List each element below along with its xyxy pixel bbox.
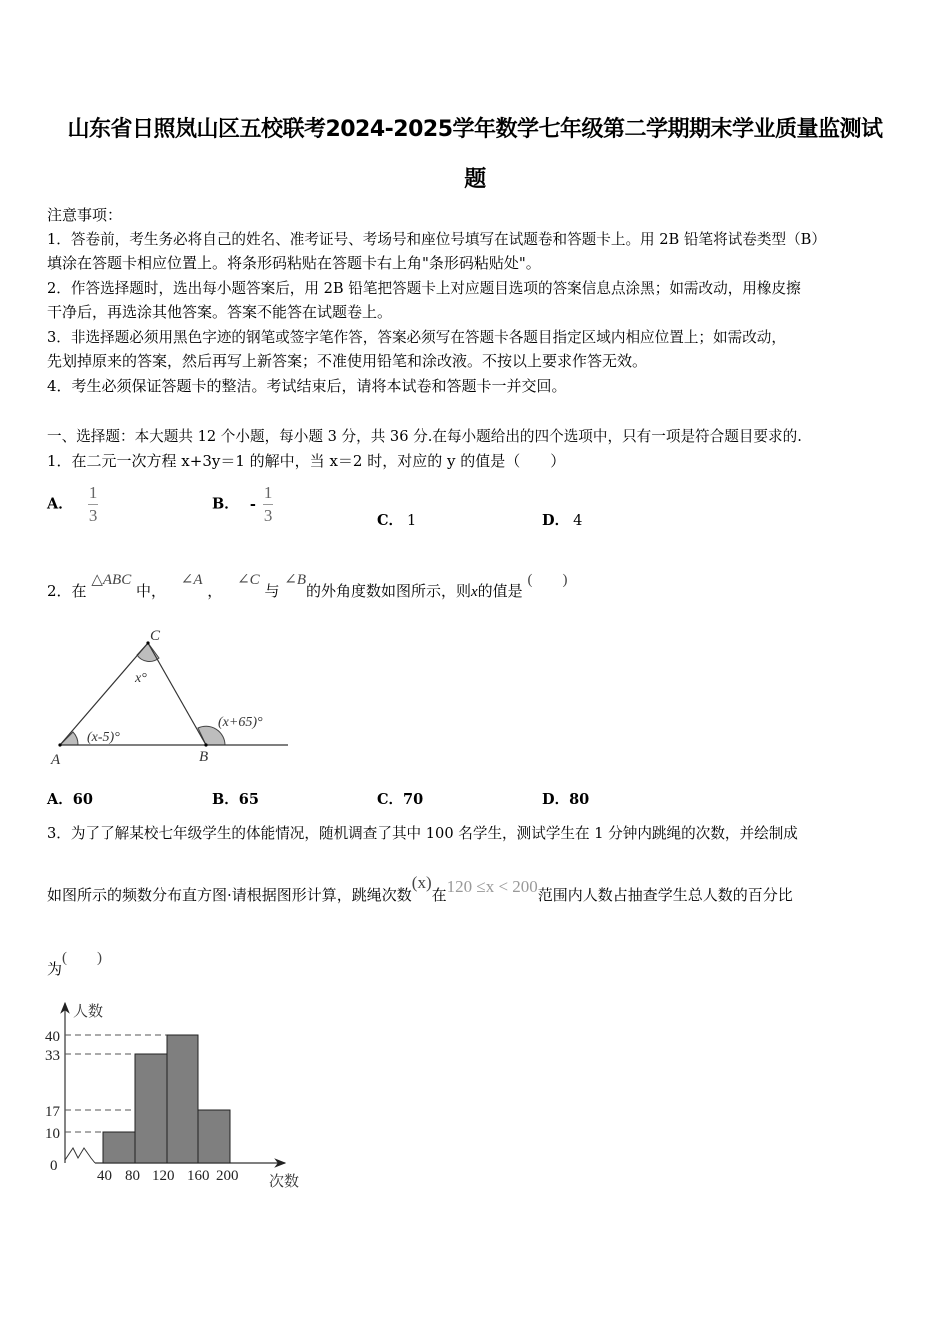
notice-line: 先划掉原来的答案，然后再写上新答案；不准使用铅笔和涂改液。不按以上要求作答无效。	[47, 352, 648, 370]
svg-text:120: 120	[152, 1168, 175, 1184]
vertex-c-label: C	[150, 628, 161, 644]
svg-text:200: 200	[216, 1168, 239, 1184]
notice-line: 4．考生必须保证答题卡的整洁。考试结束后，请将本试卷和答题卡一并交回。	[47, 377, 567, 395]
bar-160-200	[198, 1110, 230, 1163]
angle-c-label: x°	[135, 671, 147, 686]
svg-text:17: 17	[45, 1104, 60, 1120]
bar-120-160	[167, 1035, 198, 1163]
question-2-stem: 2．在 △ABC 中， ∠A ， ∠C 与 ∠B的外角度数如图所示，则x的值是 ( )	[47, 572, 568, 600]
notice-line: 干净后，再选涂其他答案。答案不能答在试题卷上。	[47, 303, 393, 321]
q1-option-a[interactable]: A． $\frac{1}{3}$	[47, 483, 98, 525]
document-title-line2: 题	[464, 167, 486, 192]
q1-option-b[interactable]: B． - $\frac{1}{3}$	[212, 483, 273, 525]
document-title-line1: 山东省日照岚山区五校联考2024-2025学年数学七年级第二学期期末学业质量监测试	[67, 117, 883, 142]
svg-text:40: 40	[97, 1168, 112, 1184]
q1-option-d[interactable]: D． 4	[542, 512, 583, 529]
svg-text:80: 80	[125, 1168, 140, 1184]
q2-option-c[interactable]: C．70	[377, 791, 424, 808]
question-1-stem: 1．在二元一次方程 x+3y＝1 的解中，当 x＝2 时，对应的 y 的值是（ ）	[47, 452, 566, 470]
svg-text:33: 33	[45, 1048, 60, 1064]
angle-b-label: (x+65)°	[218, 715, 263, 730]
question-3-line1: 3．为了了解某校七年级学生的体能情况，随机调查了其中 100 名学生，测试学生在 1 分钟内跳绳的次数，并绘制成	[47, 825, 798, 842]
axis-break-icon	[65, 1148, 95, 1163]
vertex-b-label: B	[199, 749, 209, 765]
q2-option-a[interactable]: A．60	[47, 791, 93, 808]
svg-text:40: 40	[45, 1029, 60, 1045]
bar-80-120	[135, 1054, 167, 1163]
section-heading: 一、选择题：本大题共 12 个小题，每小题 3 分，共 36 分.在每小题给出的四个选项中，只有一项是符合题目要求的.	[47, 428, 802, 445]
fraction: $\frac{1}{3}$	[263, 483, 273, 525]
q2-option-d[interactable]: D．80	[542, 791, 590, 808]
vertex-a-label: A	[51, 752, 61, 768]
notice-line: 2．作答选择题时，选出每小题答案后，用 2B 铅笔把答题卡上对应题目选项的答案信息点涂黑；如需改动，用橡皮擦	[47, 280, 801, 297]
notice-line: 1．答卷前，考生务必将自己的姓名、准考证号、考场号和座位号填写在试题卷和答题卡上。用 2B 铅笔将试卷类型（B）	[47, 231, 826, 248]
notice-line: 3．非选择题必须用黑色字迹的钢笔或签字笔作答，答案必须写在答题卡各题目指定区域内相应位置上；如需改动，	[47, 329, 786, 346]
question-3-line2: 如图所示的频数分布直方图·请根据图形计算，跳绳次数(x)在120 ≤x < 200范围内人数占抽查学生总人数的百分比	[47, 873, 793, 904]
x-axis-label: 次数	[269, 1172, 300, 1190]
notice-heading: 注意事项：	[47, 206, 123, 224]
triangle-figure	[40, 620, 300, 770]
q1-option-c[interactable]: C． 1	[377, 512, 417, 529]
bar-40-80	[103, 1132, 135, 1163]
question-3-line3: 为( )	[47, 950, 103, 978]
notice-line: 填涂在答题卡相应位置上。将条形码粘贴在答题卡右上角"条形码粘贴处"。	[47, 254, 541, 272]
fraction: $\frac{1}{3}$	[88, 483, 98, 525]
y-axis-label: 人数	[73, 1002, 104, 1020]
svg-text:0: 0	[50, 1158, 58, 1174]
svg-text:160: 160	[187, 1168, 210, 1184]
svg-text:10: 10	[45, 1126, 60, 1142]
angle-a-label: (x-5)°	[87, 730, 120, 745]
q2-option-b[interactable]: B．65	[212, 791, 259, 808]
histogram-chart	[40, 995, 310, 1195]
